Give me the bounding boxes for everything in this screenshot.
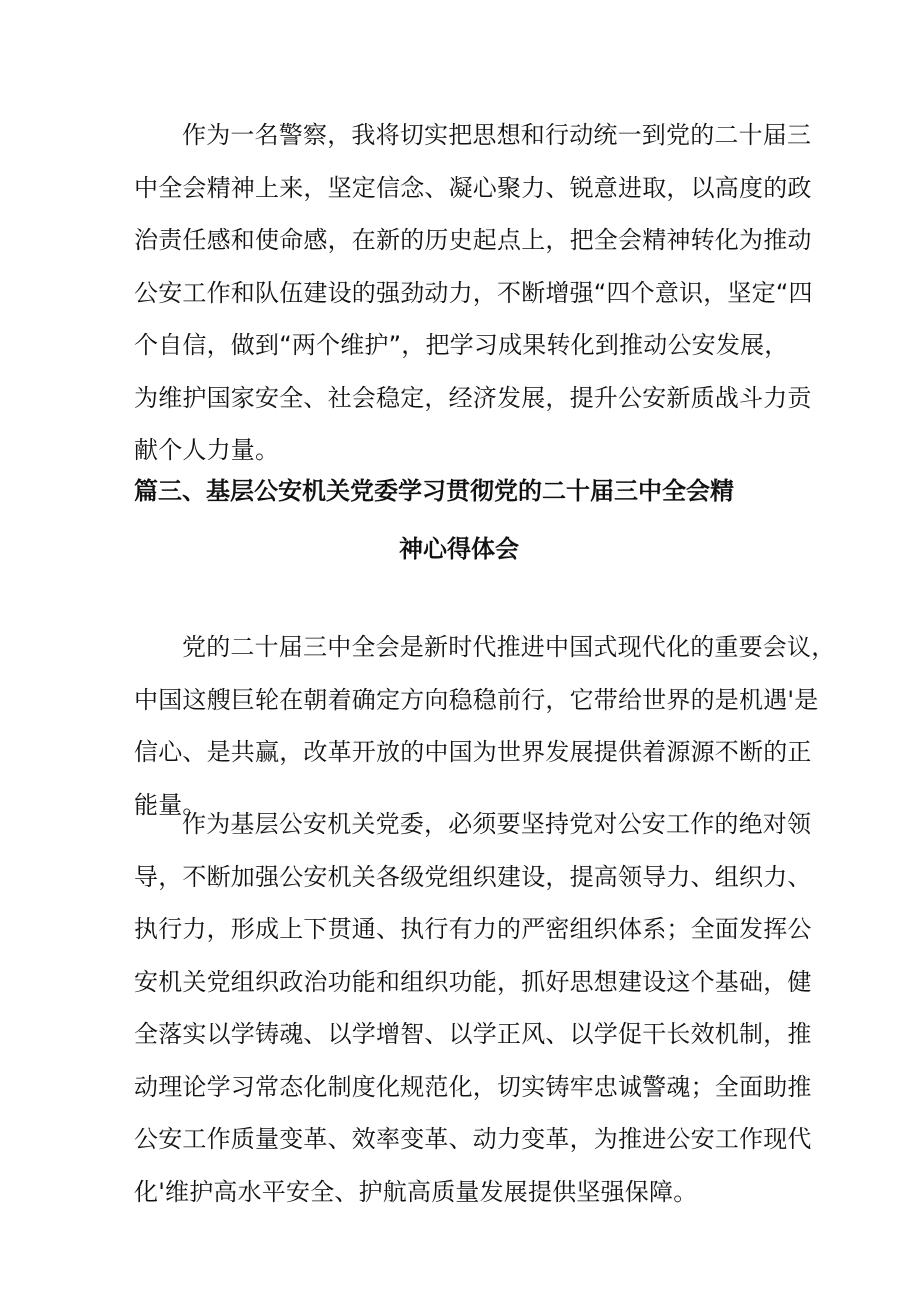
paragraph-line: 全落实以学铸魂、以学增智、以学正风、以学促干长效机制，推 (134, 1020, 812, 1048)
paragraph-line: 动理论学习常态化制度化规范化，切实铸牢忠诚警魂；全面助推 (134, 1072, 812, 1101)
paragraph-line: 信心、是共赢，改革开放的中国为世界发展提供着源源不断的正 (134, 738, 812, 766)
paragraph-line: 中全会精神上来，坚定信念、凝心聚力、锐意进取，以高度的政 (134, 173, 812, 202)
paragraph-line: 中国这艘巨轮在朝着确定方向稳稳前行，它带给世界的是机遇'是 (134, 685, 819, 714)
paragraph-line: 安机关党组织政治功能和组织功能，抓好思想建设这个基础，健 (134, 967, 812, 996)
paragraph-line: 化'维护高水平安全、护航高质量发展提供坚强保障。 (134, 1177, 698, 1206)
section-heading-continued (134, 530, 814, 568)
paragraph-line: 献个人力量。 (134, 436, 280, 464)
paragraph-line: 为维护国家安全、社会稳定，经济发展，提升公安新质战斗力贡 (134, 383, 812, 412)
paragraph-line: 党的二十届三中全会是新时代推进中国式现代化的重要会议， (182, 633, 836, 661)
section-heading (134, 472, 814, 510)
paragraph-line: 作为一名警察，我将切实把思想和行动统一到党的二十届三 (182, 121, 812, 149)
paragraph-line: 公安工作质量变革、效率变革、动力变革，为推进公安工作现代 (134, 1125, 812, 1153)
paragraph-line: 个自信，做到“两个维护”，把学习成果转化到推动公安发展， (134, 331, 789, 359)
paragraph-line: 治责任感和使命感，在新的历史起点上，把全会精神转化为推动 (134, 226, 812, 254)
paragraph-line: 导，不断加强公安机关各级党组织建设，提高领导力、组织力、 (134, 862, 812, 891)
paragraph-line: 作为基层公安机关党委，必须要坚持党对公安工作的绝对领 (182, 810, 812, 838)
section-heading-line-2: 神心得体会 (399, 535, 519, 563)
paragraph-line: 执行力，形成上下贯通、执行有力的严密组织体系；全面发挥公 (134, 915, 812, 943)
paragraph-line: 公安工作和队伍建设的强劲动力，不断增强“四个意识，坚定“四 (134, 278, 813, 307)
section-heading-line-1: 篇三、基层公安机关党委学习贯彻党的二十届三中全会精 (134, 477, 734, 505)
paragraph-police-commitment (134, 116, 814, 484)
paragraph-line: 能量。 (134, 790, 207, 819)
paragraph-party-committee-duties (134, 805, 814, 1225)
